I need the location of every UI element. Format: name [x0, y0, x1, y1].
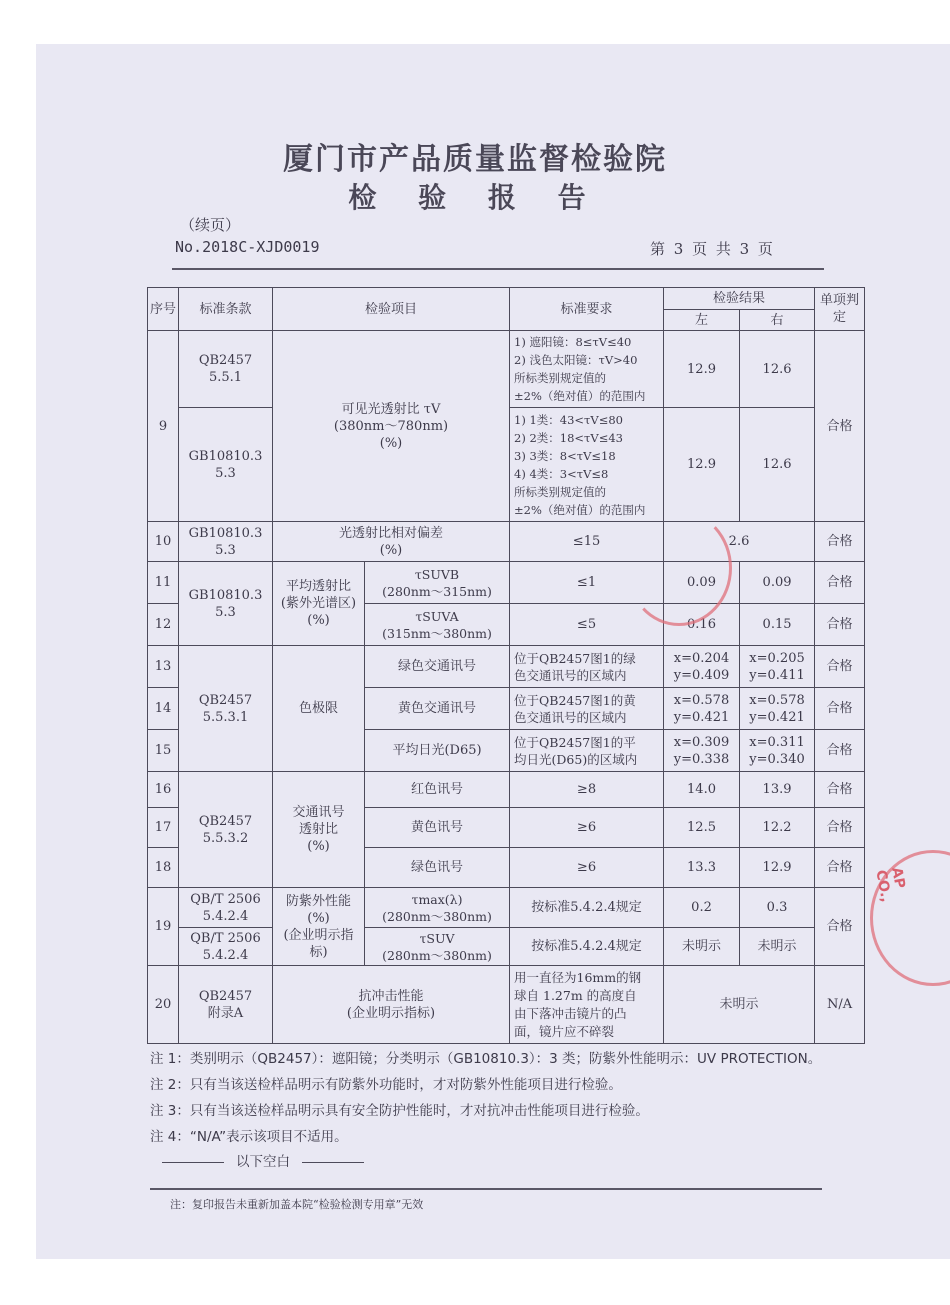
table-cell: QB2457 附录A	[179, 966, 273, 1044]
table-row	[148, 928, 865, 966]
table-cell: 15	[148, 730, 179, 772]
table-cell: 合格	[815, 848, 865, 888]
table-cell: 0.16	[664, 604, 740, 646]
table-cell: 位于QB2457图1的黄 色交通讯号的区域内	[510, 688, 664, 730]
table-cell: τSUVB (280nm～315nm)	[365, 562, 510, 604]
note-2: 注 2：只有当该送检样品明示有防紫外功能时，才对防紫外性能项目进行检验。	[150, 1077, 622, 1093]
page-info: 第 3 页 共 3 页	[650, 240, 773, 258]
footnote: 注：复印报告未重新加盖本院“检验检测专用章”无效	[170, 1198, 424, 1211]
table-cell: 交通讯号 透射比 (%)	[273, 772, 365, 888]
footer-rule	[150, 1188, 822, 1190]
table-cell: 0.3	[740, 888, 815, 928]
report-title: 检 验 报 告	[348, 181, 602, 214]
table-cell: ≤15	[510, 522, 664, 562]
note-1: 注 1：类别明示（QB2457）：遮阳镜；分类明示（GB10810.3）：3 类；防紫外性能明示：UV PROTECTION。	[150, 1051, 822, 1067]
table-cell: 13.9	[740, 772, 815, 808]
table-cell: 抗冲击性能 (企业明示指标)	[273, 966, 510, 1044]
table-cell: 20	[148, 966, 179, 1044]
table-cell: 合格	[815, 331, 865, 522]
table-cell: 16	[148, 772, 179, 808]
table-cell: 合格	[815, 888, 865, 966]
table-cell: 合格	[815, 772, 865, 808]
header-right: 右	[740, 310, 815, 331]
table-cell: 可见光透射比 τV (380nm～780nm) (%)	[273, 331, 510, 522]
table-cell: 位于QB2457图1的平 均日光(D65)的区域内	[510, 730, 664, 772]
blank-below-marker	[150, 1150, 376, 1170]
header-row	[148, 288, 865, 310]
org-title: 厦门市产品质量监督检验院	[283, 142, 667, 177]
table-cell: 合格	[815, 522, 865, 562]
table-cell: 17	[148, 808, 179, 848]
table-cell: 12.6	[740, 331, 815, 408]
table-cell: 13	[148, 646, 179, 688]
notes-block	[150, 1046, 821, 1150]
table-cell: 合格	[815, 562, 865, 604]
table-cell: 12.6	[740, 408, 815, 522]
table-row	[148, 772, 865, 808]
table-row	[148, 888, 865, 928]
table-cell: GB10810.3 5.3	[179, 562, 273, 646]
results-table	[147, 287, 865, 1044]
table-cell: 红色讯号	[365, 772, 510, 808]
table-cell: 按标准5.4.2.4规定	[510, 928, 664, 966]
table-cell: 未明示	[664, 966, 815, 1044]
table-cell: 绿色交通讯号	[365, 646, 510, 688]
table-cell: 未明示	[740, 928, 815, 966]
header-rule	[172, 268, 824, 270]
table-cell: 9	[148, 331, 179, 522]
table-cell: 色极限	[273, 646, 365, 772]
table-cell: 合格	[815, 688, 865, 730]
table-cell: 光透射比相对偏差 (%)	[273, 522, 510, 562]
table-cell: 合格	[815, 646, 865, 688]
table-cell: x=0.309 y=0.338	[664, 730, 740, 772]
header-requirement: 标准要求	[510, 288, 664, 331]
table-cell: N/A	[815, 966, 865, 1044]
header-result: 检验结果	[664, 288, 815, 310]
header-seq: 序号	[148, 288, 179, 331]
table-cell: ≤1	[510, 562, 664, 604]
table-cell: 合格	[815, 730, 865, 772]
table-cell: 12.5	[664, 808, 740, 848]
header-item: 检验项目	[273, 288, 510, 331]
dash-left	[162, 1162, 224, 1163]
table-cell: QB/T 2506 5.4.2.4	[179, 888, 273, 928]
table-cell: 0.15	[740, 604, 815, 646]
table-cell: GB10810.3 5.3	[179, 522, 273, 562]
table-cell: 0.09	[740, 562, 815, 604]
table-cell: QB2457 5.5.3.2	[179, 772, 273, 888]
blank-below-label: 以下空白	[236, 1154, 290, 1170]
table-cell: 绿色讯号	[365, 848, 510, 888]
note-4: 注 4：“N/A”表示该项目不适用。	[150, 1129, 348, 1145]
table-cell: ≥6	[510, 808, 664, 848]
table-cell: 平均日光(D65)	[365, 730, 510, 772]
table-cell: 12.2	[740, 808, 815, 848]
table-row	[148, 522, 865, 562]
table-cell: GB10810.3 5.3	[179, 408, 273, 522]
table-cell: 14.0	[664, 772, 740, 808]
table-cell: QB/T 2506 5.4.2.4	[179, 928, 273, 966]
continued-label: （续页）	[180, 216, 241, 234]
table-cell: τmax(λ) (280nm～380nm)	[365, 888, 510, 928]
table-cell: x=0.578 y=0.421	[664, 688, 740, 730]
table-cell: 19	[148, 888, 179, 966]
table-cell: 12	[148, 604, 179, 646]
table-cell: ≥8	[510, 772, 664, 808]
note-3: 注 3：只有当该送检样品明示具有安全防护性能时，才对抗冲击性能项目进行检验。	[150, 1103, 649, 1119]
table-cell: 平均透射比 (紫外光谱区) (%)	[273, 562, 365, 646]
table-cell: QB2457 5.5.3.1	[179, 646, 273, 772]
stamp-lettering: AP CO.,	[872, 866, 908, 904]
table-cell: 12.9	[664, 331, 740, 408]
table-cell: 黄色交通讯号	[365, 688, 510, 730]
header-left: 左	[664, 310, 740, 331]
table-cell: 黄色讯号	[365, 808, 510, 848]
table-cell: 10	[148, 522, 179, 562]
table-cell: 1) 1类：43<τV≤80 2) 2类：18<τV≤43 3) 3类：8<τV≤18 4) 4类：3<τV≤8 所标类别规定值的 ±2%（绝对值）的范围内	[510, 408, 664, 522]
table-cell: 14	[148, 688, 179, 730]
table-cell: 1) 遮阳镜：8≤τV≤40 2) 浅色太阳镜：τV>40 所标类别规定值的 ±2%（绝对值）的范围内	[510, 331, 664, 408]
table-cell: τSUV (280nm～380nm)	[365, 928, 510, 966]
table-cell: 合格	[815, 808, 865, 848]
table-row	[148, 562, 865, 604]
table-row	[148, 331, 865, 408]
header-std-clause: 标准条款	[179, 288, 273, 331]
table-cell: ≥6	[510, 848, 664, 888]
table-cell: 0.2	[664, 888, 740, 928]
table-cell: QB2457 5.5.1	[179, 331, 273, 408]
table-cell: x=0.578 y=0.421	[740, 688, 815, 730]
table-cell: 按标准5.4.2.4规定	[510, 888, 664, 928]
table-cell: 用一直径为16mm的钢 球自 1.27m 的高度自 由下落冲击镜片的凸 面，镜片应不碎裂	[510, 966, 664, 1044]
header-verdict: 单项判定	[815, 288, 865, 331]
table-cell: x=0.311 y=0.340	[740, 730, 815, 772]
table-cell: 0.09	[664, 562, 740, 604]
report-number: No.2018C-XJD0019	[175, 238, 320, 256]
table-cell: 防紫外性能 (%) (企业明示指 标)	[273, 888, 365, 966]
dash-right	[302, 1162, 364, 1163]
table-cell: x=0.205 y=0.411	[740, 646, 815, 688]
table-cell: x=0.204 y=0.409	[664, 646, 740, 688]
table-cell: 13.3	[664, 848, 740, 888]
table-cell: 18	[148, 848, 179, 888]
table-row	[148, 966, 865, 1044]
table-cell: 12.9	[740, 848, 815, 888]
table-row	[148, 646, 865, 688]
table-cell: τSUVA (315nm～380nm)	[365, 604, 510, 646]
table-cell: ≤5	[510, 604, 664, 646]
seal-stamp	[626, 510, 732, 626]
table-cell: 未明示	[664, 928, 740, 966]
table-cell: 12.9	[664, 408, 740, 522]
table-cell: 11	[148, 562, 179, 604]
table-cell: 2.6	[664, 522, 815, 562]
table-cell: 合格	[815, 604, 865, 646]
table-cell: 位于QB2457图1的绿 色交通讯号的区域内	[510, 646, 664, 688]
